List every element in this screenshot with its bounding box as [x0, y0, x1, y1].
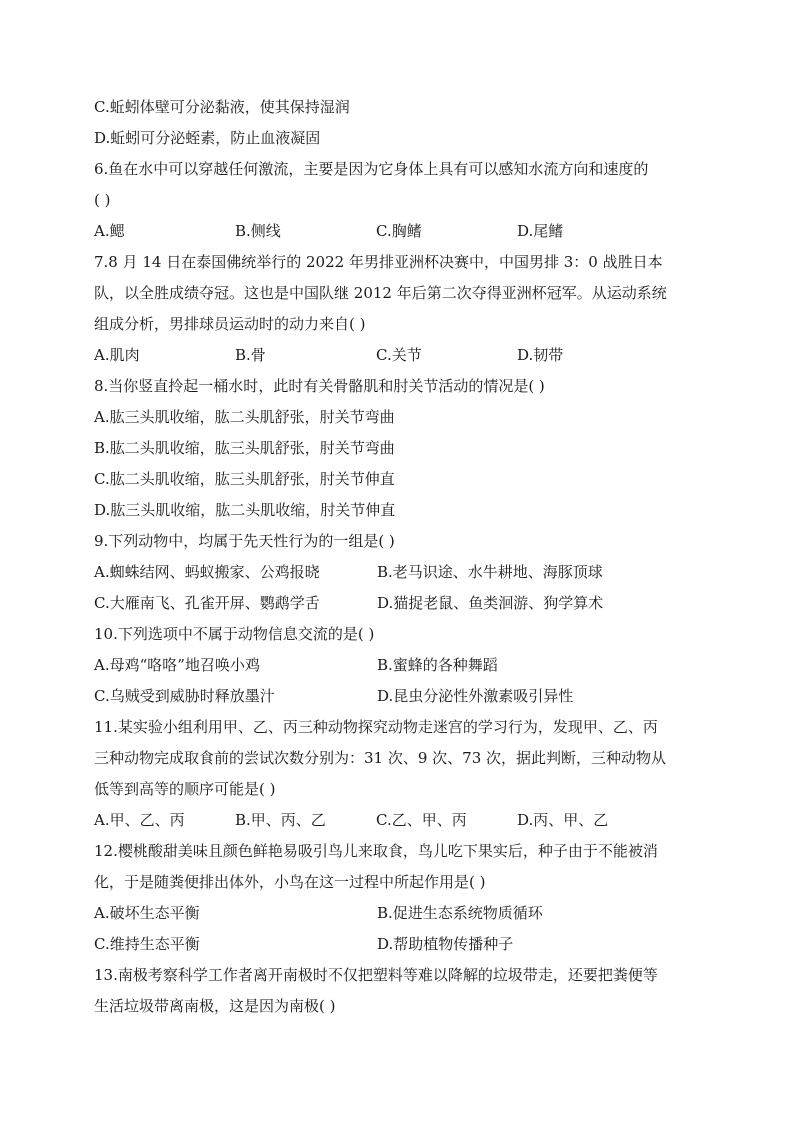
option-item: D.猫捉老鼠、鱼类洄游、狗学算术	[377, 594, 604, 612]
option-item: A.母鸡“咯咯”地召唤小鸡	[94, 656, 260, 674]
question-stem: 低等到高等的顺序可能是( )	[94, 780, 276, 798]
option-line: C.蚯蚓体壁可分泌黏液，使其保持湿润	[94, 98, 350, 116]
question-stem: 组成分析，男排球员运动时的动力来自( )	[94, 315, 366, 333]
option-item: B.促进生态系统物质循环	[377, 904, 543, 922]
question-stem: 化，于是随粪便排出体外，小鸟在这一过程中所起作用是( )	[94, 873, 486, 891]
question-stem: 6.鱼在水中可以穿越任何激流，主要是因为它身体上具有可以感知水流方向和速度的	[94, 160, 649, 178]
option-item: C.关节	[376, 346, 422, 364]
option-item: B.骨	[235, 346, 266, 364]
option-item: C.乙、甲、丙	[376, 811, 467, 829]
option-item: D.肱三头肌收缩，肱二头肌收缩，肘关节伸直	[94, 501, 396, 519]
option-item: A.鳃	[94, 222, 125, 240]
option-item: C.乌贼受到威胁时释放墨汁	[94, 687, 275, 705]
question-block	[94, 247, 704, 371]
question-stem: 9.下列动物中，均属于先天性行为的一组是( )	[94, 532, 395, 550]
option-item: D.昆虫分泌性外激素吸引异性	[377, 687, 574, 705]
options-row	[94, 929, 704, 960]
exam-page	[94, 92, 704, 1022]
option-item: A.破坏生态平衡	[94, 904, 200, 922]
option-item: A.肌肉	[94, 346, 140, 364]
question-block	[94, 836, 704, 960]
question-stem: 13.南极考察科学工作者离开南极时不仅把塑料等难以降解的垃圾带走，还要把粪便等	[94, 966, 658, 984]
options-row	[94, 805, 704, 836]
option-item: B.肱二头肌收缩，肱三头肌舒张，肘关节弯曲	[94, 439, 395, 457]
option-item: D.尾鳍	[517, 222, 564, 240]
option-item: A.肱三头肌收缩，肱二头肌舒张，肘关节弯曲	[94, 408, 395, 426]
option-item: B.侧线	[235, 222, 281, 240]
question-block	[94, 712, 704, 836]
option-item: B.蜜蜂的各种舞蹈	[377, 656, 498, 674]
option-item: B.甲、丙、乙	[235, 811, 326, 829]
option-item: D.韧带	[517, 346, 564, 364]
option-item: A.蜘蛛结网、蚂蚁搬家、公鸡报晓	[94, 563, 320, 581]
option-item: A.甲、乙、丙	[94, 811, 185, 829]
question-stem: 队，以全胜成绩夺冠。这也是中国队继 2012 年后第二次夺得亚洲杯冠军。从运动系统	[94, 284, 667, 302]
question-block	[94, 154, 704, 247]
option-item: D.帮助植物传播种子	[377, 935, 514, 953]
options-row	[94, 650, 704, 681]
options-row	[94, 557, 704, 588]
option-item: C.维持生态平衡	[94, 935, 200, 953]
option-item: C.大雁南飞、孔雀开屏、鹦鹉学舌	[94, 594, 320, 612]
option-line: D.蚯蚓可分泌蛭素，防止血液凝固	[94, 129, 321, 147]
option-item: C.胸鳍	[376, 222, 422, 240]
options-row	[94, 216, 704, 247]
option-item: C.肱二头肌收缩，肱三头肌舒张，肘关节伸直	[94, 470, 395, 488]
question-block	[94, 526, 704, 619]
question-stem: 11.某实验小组利用甲、乙、丙三种动物探究动物走迷宫的学习行为，发现甲、乙、丙	[94, 718, 658, 736]
question-stem: 三种动物完成取食前的尝试次数分别为：31 次、9 次、73 次，据此判断，三种动物从	[94, 749, 667, 767]
question-stem: 生活垃圾带离南极，这是因为南极( )	[94, 997, 336, 1015]
options-row	[94, 898, 704, 929]
options-row	[94, 588, 704, 619]
options-row	[94, 681, 704, 712]
question-stem: 10.下列选项中不属于动物信息交流的是( )	[94, 625, 375, 643]
option-item: D.丙、甲、乙	[517, 811, 609, 829]
question-stem: ( )	[94, 191, 111, 209]
question-block	[94, 619, 704, 712]
question-stem: 8.当你竖直拎起一桶水时，此时有关骨骼肌和肘关节活动的情况是( )	[94, 377, 545, 395]
question-stem: 7.8 月 14 日在泰国佛统举行的 2022 年男排亚洲杯决赛中，中国男排 3：0 战胜日本	[94, 253, 663, 271]
options-row	[94, 340, 704, 371]
question-block	[94, 371, 704, 526]
option-item: B.老马识途、水牛耕地、海豚顶球	[377, 563, 603, 581]
question-block	[94, 960, 704, 1022]
question-stem: 12.樱桃酸甜美味且颜色鲜艳易吸引鸟儿来取食，鸟儿吃下果实后，种子由于不能被消	[94, 842, 658, 860]
